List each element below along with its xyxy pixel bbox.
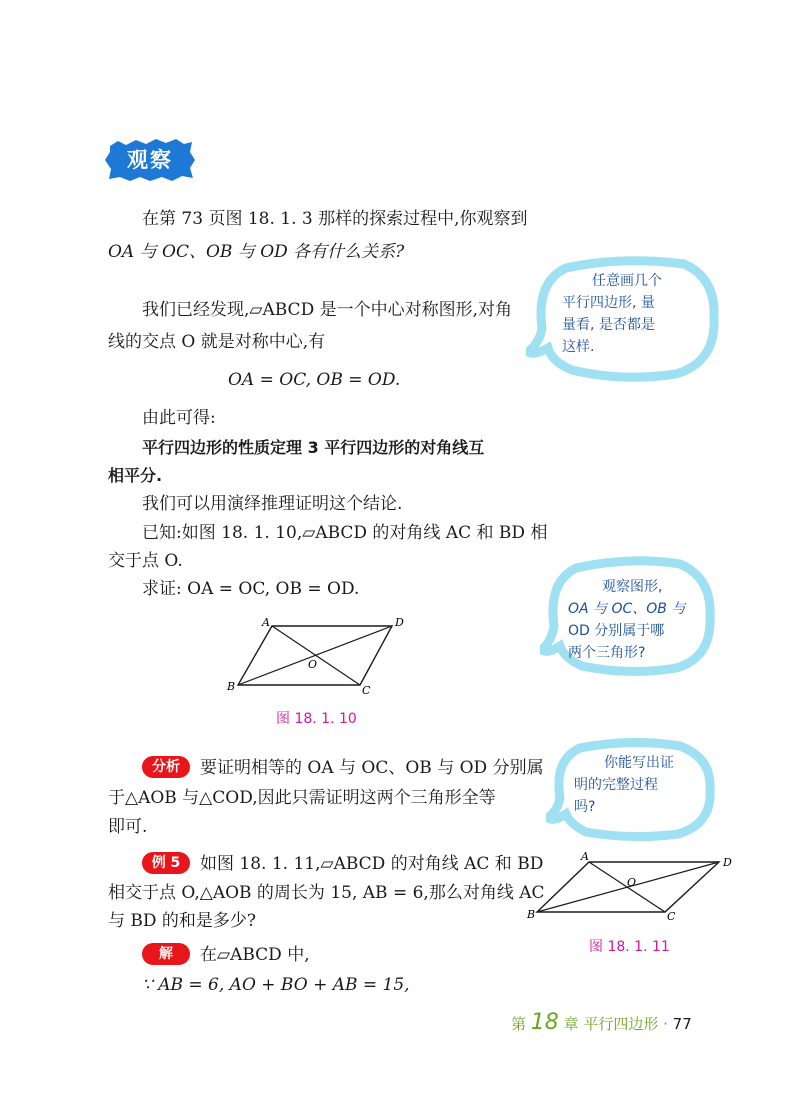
label-c: C [362,684,371,697]
bubble3-line1: 你能写出证 [604,755,674,771]
analysis-line1: 要证明相等的 OA 与 OC、OB 与 OD 分别属 [200,758,544,778]
para2-line2: 线的交点 O 就是对称中心,有 [108,332,326,352]
solution-line2: ∵ AB = 6, AO + BO + AB = 15, [142,975,410,995]
para1-line2: OA 与 OC、OB 与 OD 各有什么关系? [108,242,405,262]
para1-line1: 在第 73 页图 18. 1. 3 那样的探索过程中,你观察到 [142,209,528,229]
prove-line: 求证: OA = OC, OB = OD. [142,579,360,599]
label-d: D [395,616,404,629]
solution-line1: 在▱ABCD 中, [200,945,310,965]
para2-line1: 我们已经发现,▱ABCD 是一个中心对称图形,对角 [142,300,513,320]
page-footer [511,1010,692,1035]
speech-bubble-1 [526,256,720,384]
example-line3: 与 BD 的和是多少? [108,911,257,931]
figure-18-1-10 [224,612,410,698]
footer-chapter-number: 18 [530,1010,559,1035]
bubble1-line3: 量看, 是否都是 [562,317,655,333]
label-d-2: D [723,856,732,869]
diagonal-bd [238,626,392,685]
observe-label: 观察 [127,148,173,172]
speech-bubble-2 [540,556,716,678]
parallelogram-diagram-1 [224,612,410,698]
label-a-2: A [581,850,589,863]
page-number: 77 [672,1015,692,1033]
theorem-line1: 平行四边形的性质定理 3 平行四边形的对角线互 [142,438,485,457]
label-o-2: O [627,876,637,889]
footer-prefix: 第 [511,1015,527,1033]
bubble2-line3: OD 分别属于哪 [568,623,665,639]
label-b-2: B [527,908,536,921]
para4: 我们可以用演绎推理证明这个结论. [142,494,403,514]
label-c-2: C [667,910,676,922]
bubble2-line2: OA 与 OC、OB 与 [568,601,686,617]
example-line2: 相交于点 O,△AOB 的周长为 15, AB = 6,那么对角线 AC [108,883,545,903]
label-a: A [262,616,270,629]
parallelogram-diagram-2 [527,848,743,922]
theorem-line2: 相平分. [108,466,163,485]
label-o: O [308,658,318,671]
analysis-badge: 分析 [142,756,190,778]
bubble3-line2: 明的完整过程 [574,777,658,793]
figure-18-1-11 [527,848,743,922]
label-b: B [227,680,236,693]
bubble1-line4: 这样. [562,339,595,355]
figure-caption-18-1-10: 图 18. 1. 10 [276,711,357,727]
example-badge: 例 5 [142,852,190,874]
figure-caption-18-1-11: 图 18. 1. 11 [589,939,670,955]
bubble3-line3: 吗? [574,799,596,815]
analysis-line3: 即可. [108,817,148,837]
bubble2-line1: 观察图形, [602,579,663,595]
observe-badge [104,138,196,182]
bubble2-line4: 两个三角形? [568,645,646,661]
speech-bubble-3 [546,738,716,842]
known-line1: 已知:如图 18. 1. 10,▱ABCD 的对角线 AC 和 BD 相 [142,523,548,543]
analysis-line2: 于△AOB 与△COD,因此只需证明这两个三角形全等 [108,788,496,808]
equation-oa-oc: OA = OC, OB = OD. [228,370,401,390]
example-line1: 如图 18. 1. 11,▱ABCD 的对角线 AC 和 BD [200,854,544,874]
bubble1-line2: 平行四边形, 量 [562,295,655,311]
bubble1-line1: 任意画几个 [592,273,662,289]
footer-chapter-title: 章 平行四边形 · [563,1015,668,1033]
para3: 由此可得: [142,408,216,428]
solution-badge: 解 [142,943,190,965]
known-line2: 交于点 O. [108,551,183,571]
